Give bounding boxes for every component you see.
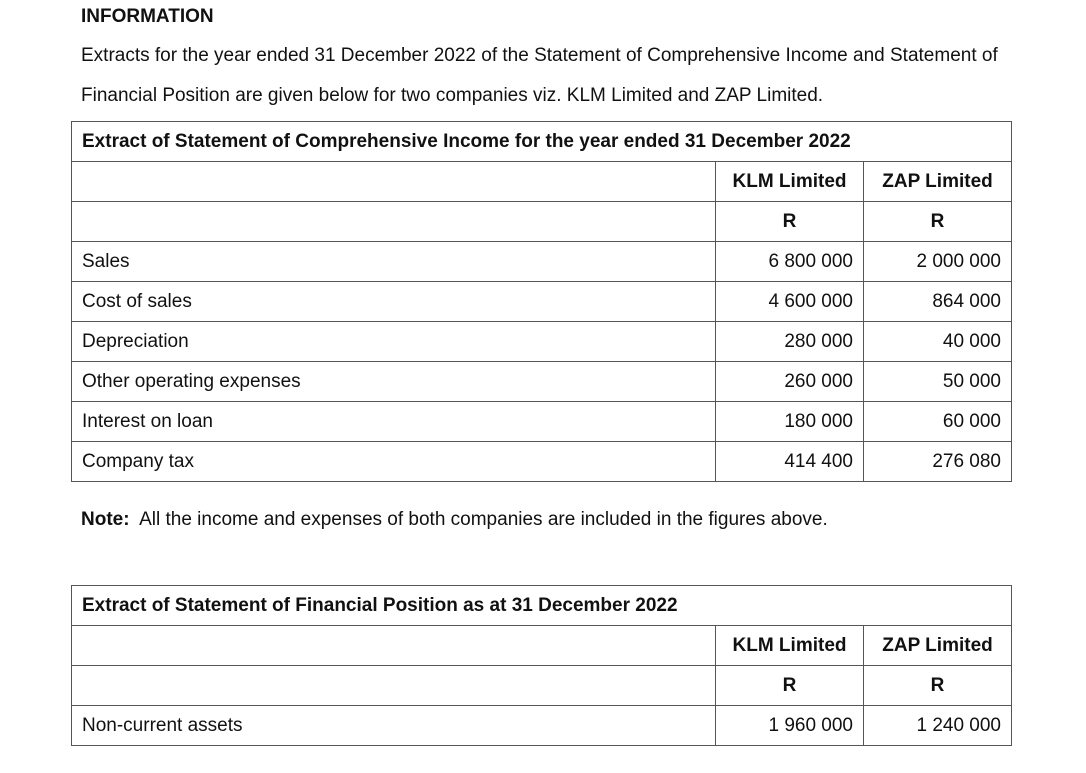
row-zap-value: 2 000 000 xyxy=(864,242,1012,282)
position-title-row xyxy=(72,586,1012,626)
row-klm-value: 414 400 xyxy=(716,442,864,482)
row-label: Non-current assets xyxy=(72,706,716,746)
row-zap-value: 864 000 xyxy=(864,282,1012,322)
position-header-blank xyxy=(72,626,716,666)
row-label: Depreciation xyxy=(72,322,716,362)
row-zap-value: 60 000 xyxy=(864,402,1012,442)
row-label: Company tax xyxy=(72,442,716,482)
position-table-title: Extract of Statement of Financial Position as at 31 December 2022 xyxy=(72,586,1012,626)
table-row xyxy=(72,242,1012,282)
row-zap-value: 1 240 000 xyxy=(864,706,1012,746)
row-zap-value: 276 080 xyxy=(864,442,1012,482)
income-table-title: Extract of Statement of Comprehensive Income for the year ended 31 December 2022 xyxy=(72,122,1012,162)
income-header-blank xyxy=(72,162,716,202)
row-klm-value: 6 800 000 xyxy=(716,242,864,282)
page-heading: INFORMATION xyxy=(81,6,214,27)
table-row xyxy=(72,362,1012,402)
table-row xyxy=(72,706,1012,746)
income-title-row xyxy=(72,122,1012,162)
position-currency-row xyxy=(72,666,1012,706)
row-label: Other operating expenses xyxy=(72,362,716,402)
row-label: Sales xyxy=(72,242,716,282)
table-row xyxy=(72,402,1012,442)
income-currency-row xyxy=(72,202,1012,242)
note xyxy=(81,509,828,531)
row-label: Cost of sales xyxy=(72,282,716,322)
position-header-row xyxy=(72,626,1012,666)
income-col-klm: KLM Limited xyxy=(716,162,864,202)
table-row xyxy=(72,322,1012,362)
intro-line-2: Financial Position are given below for two companies viz. KLM Limited and ZAP Limited. xyxy=(81,85,824,106)
row-klm-value: 280 000 xyxy=(716,322,864,362)
intro-line-1: Extracts for the year ended 31 December 2022 of the Statement of Comprehensive Income and Statement of xyxy=(81,45,998,66)
position-currency-zap: R xyxy=(864,666,1012,706)
table-row xyxy=(72,442,1012,482)
row-zap-value: 50 000 xyxy=(864,362,1012,402)
income-currency-blank xyxy=(72,202,716,242)
row-klm-value: 180 000 xyxy=(716,402,864,442)
income-header-row xyxy=(72,162,1012,202)
row-klm-value: 1 960 000 xyxy=(716,706,864,746)
financial-position-table xyxy=(71,585,1012,746)
position-currency-klm: R xyxy=(716,666,864,706)
income-statement-table xyxy=(71,121,1012,482)
row-zap-value: 40 000 xyxy=(864,322,1012,362)
position-col-zap: ZAP Limited xyxy=(864,626,1012,666)
row-label: Interest on loan xyxy=(72,402,716,442)
note-text: All the income and expenses of both companies are included in the figures above. xyxy=(139,509,828,530)
note-label: Note: xyxy=(81,509,130,530)
row-klm-value: 260 000 xyxy=(716,362,864,402)
income-currency-klm: R xyxy=(716,202,864,242)
income-currency-zap: R xyxy=(864,202,1012,242)
position-col-klm: KLM Limited xyxy=(716,626,864,666)
income-col-zap: ZAP Limited xyxy=(864,162,1012,202)
row-klm-value: 4 600 000 xyxy=(716,282,864,322)
table-row xyxy=(72,282,1012,322)
position-currency-blank xyxy=(72,666,716,706)
